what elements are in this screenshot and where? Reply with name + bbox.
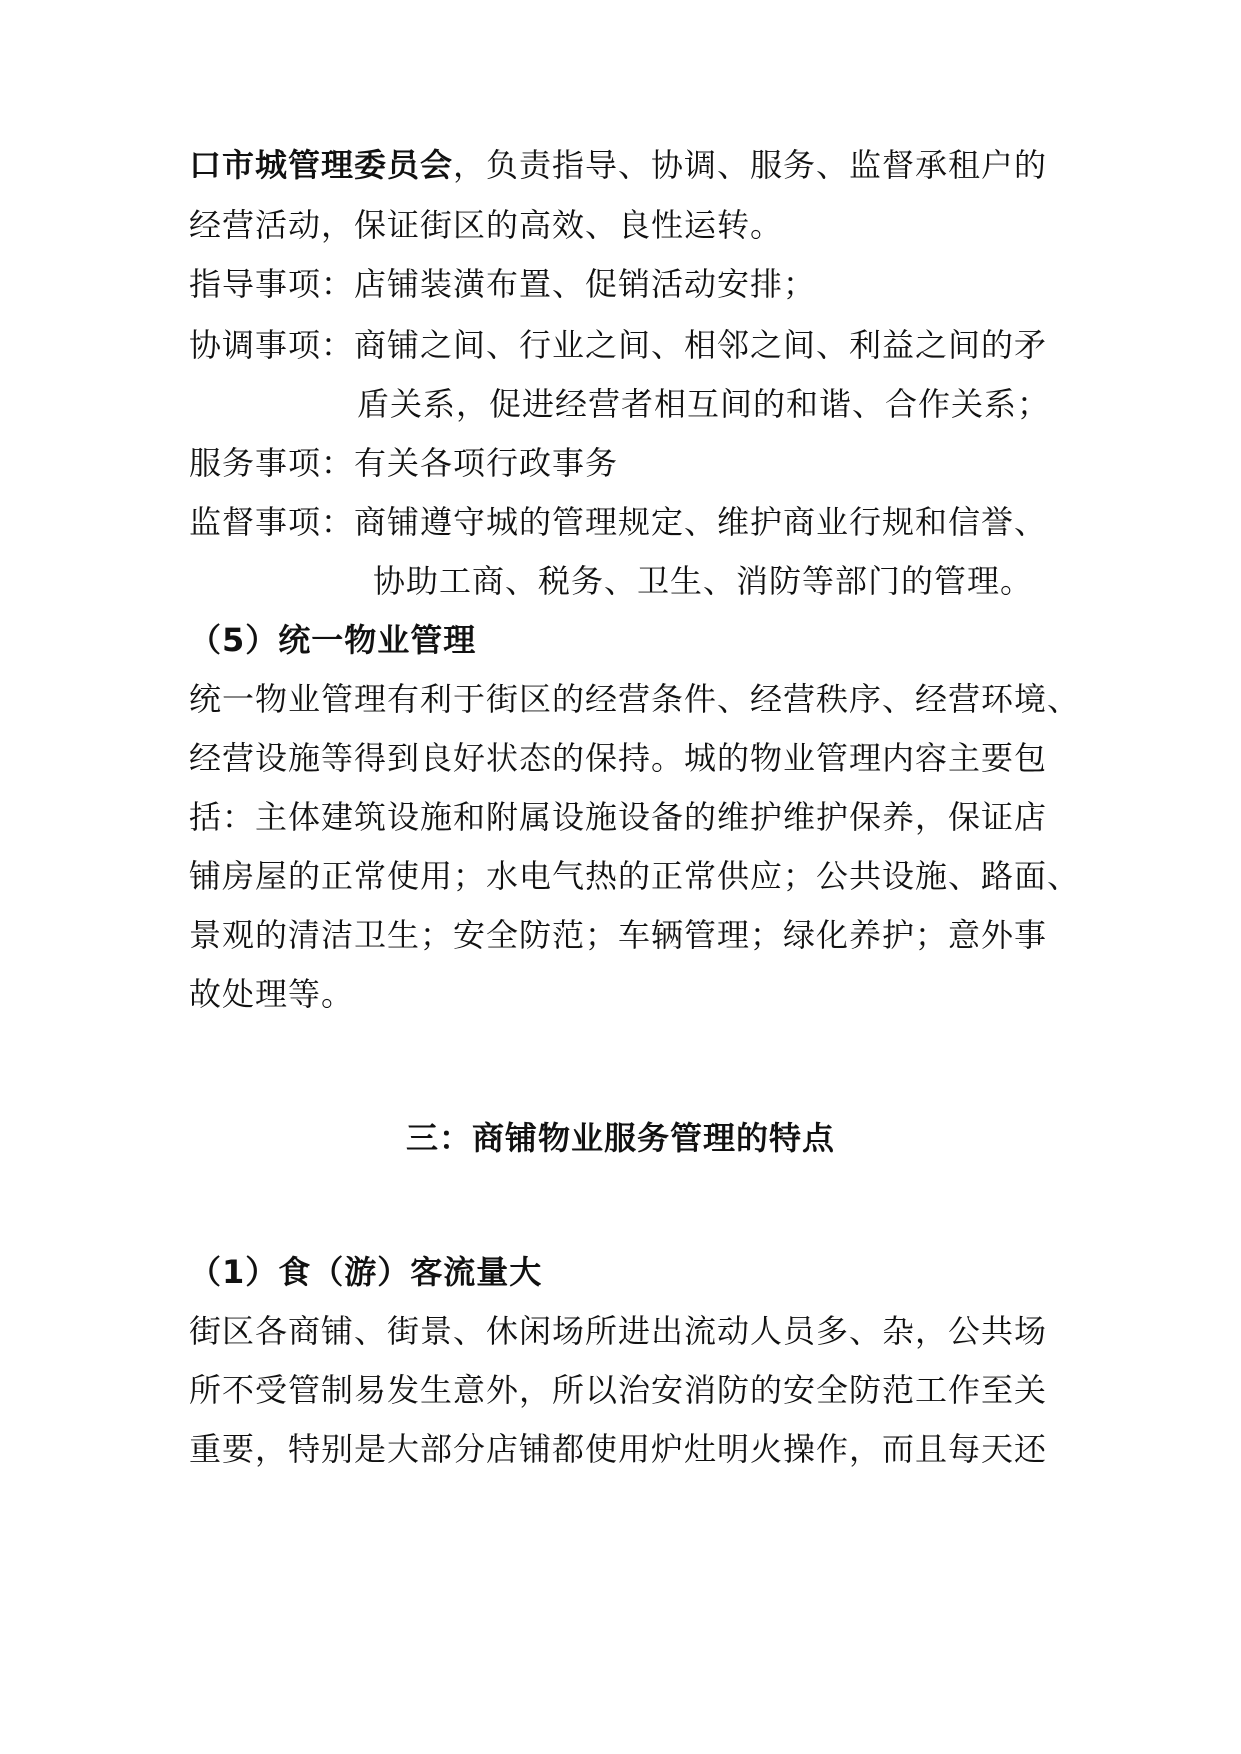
guide-item: 指导事项：店铺装潢布置、促销活动安排； <box>189 265 817 303</box>
section-5-line: 铺房屋的正常使用；水电气热的正常供应；公共设施、路面、 <box>189 857 1081 895</box>
committee-name: 口市城管理委员会 <box>189 146 454 184</box>
section-5-line: 统一物业管理有利于街区的经营条件、经营秩序、经营环境、 <box>189 680 1081 718</box>
section-5-line: 故处理等。 <box>189 975 355 1013</box>
section-1-heading: （1）食（游）客流量大 <box>189 1253 543 1291</box>
section-5-heading: （5）统一物业管理 <box>189 621 477 659</box>
coordinate-item-line-1: 协调事项：商铺之间、行业之间、相邻之间、利益之间的矛 <box>189 326 1048 364</box>
supervise-item-line-2: 协助工商、税务、卫生、消防等部门的管理。 <box>373 562 1034 600</box>
coordinate-item-line-2: 盾关系，促进经营者相互间的和谐、合作关系； <box>357 385 1051 423</box>
section-1-line: 街区各商铺、街景、休闲场所进出流动人员多、杂，公共场 <box>189 1312 1048 1350</box>
section-5-line: 景观的清洁卫生；安全防范；车辆管理；绿化养护；意外事 <box>189 916 1048 954</box>
service-item: 服务事项：有关各项行政事务 <box>189 444 619 482</box>
section-5-line: 括：主体建筑设施和附属设施设备的维护维护保养，保证店 <box>189 798 1048 836</box>
chapter-3-title: 三：商铺物业服务管理的特点 <box>405 1119 835 1157</box>
section-1-line: 所不受管制易发生意外，所以治安消防的安全防范工作至关 <box>189 1371 1048 1409</box>
intro-line-2: 经营活动，保证街区的高效、良性运转。 <box>189 206 784 244</box>
intro-line-1 <box>189 141 1047 189</box>
section-1-line: 重要，特别是大部分店铺都使用炉灶明火操作，而且每天还 <box>189 1430 1048 1468</box>
section-5-line: 经营设施等得到良好状态的保持。城的物业管理内容主要包 <box>189 739 1048 777</box>
supervise-item-line-1: 监督事项：商铺遵守城的管理规定、维护商业行规和信誉、 <box>189 503 1048 541</box>
intro-line-1-rest: ，负责指导、协调、服务、监督承租户的 <box>453 146 1048 184</box>
